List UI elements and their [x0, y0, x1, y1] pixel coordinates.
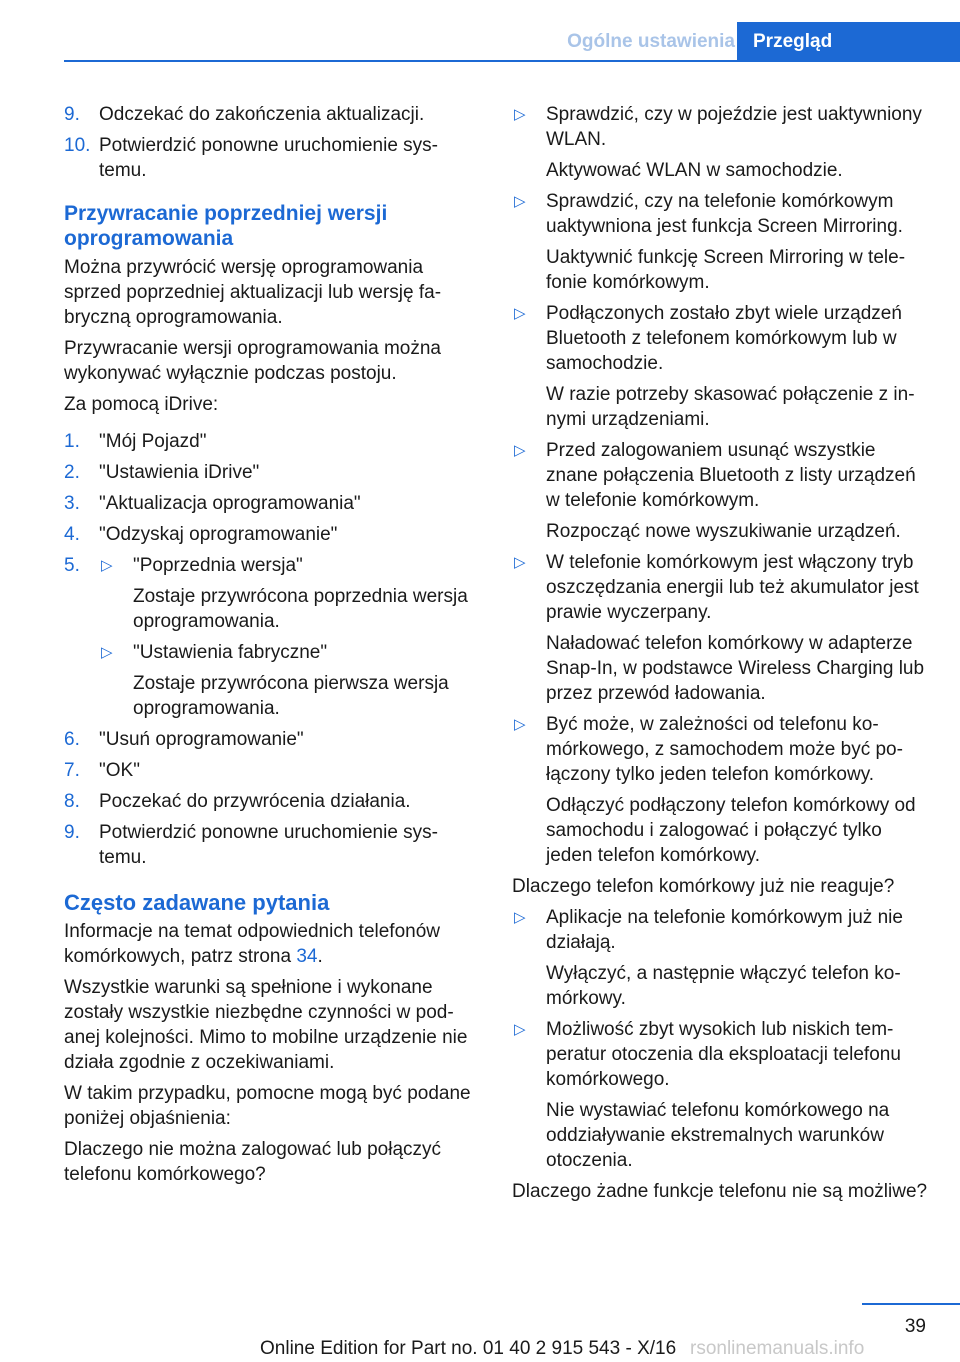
list-item — [64, 727, 476, 752]
list-item — [64, 491, 476, 516]
fix-text: Odłączyć podłączony telefon komórkowy od samochodu i zalogować i połączyć tylko jeden telefon komórkowy. — [546, 795, 916, 866]
step-number: 6. — [64, 729, 80, 750]
footer-rule — [862, 1303, 960, 1305]
triangle-right-icon: ▷ — [514, 106, 526, 123]
triangle-right-icon: ▷ — [514, 193, 526, 210]
header-rule — [64, 60, 960, 62]
right-column — [512, 102, 932, 1210]
triangle-right-icon: ▷ — [514, 716, 526, 733]
step-number: 5. — [64, 555, 80, 576]
fix-text: W razie potrzeby skasować połączenie z innymi urządzeniami. — [546, 384, 915, 430]
list-item — [64, 133, 476, 183]
step-number: 9. — [64, 104, 80, 125]
paragraph: W takim przypadku, pomocne mogą być podane poniżej objaśnienia: — [64, 1083, 471, 1129]
step-text: "OK" — [99, 760, 140, 781]
page-header — [0, 0, 960, 62]
step-text: "Ustawienia iDrive" — [99, 462, 260, 483]
cause-text: W telefonie komórkowym jest włączony tryb oszczędzania energii lub też akumulator jest prawie wyczerpany. — [546, 552, 919, 623]
chapter-tab: Przegląd — [737, 22, 960, 60]
fix-text: Rozpocząć nowe wyszukiwanie urządzeń. — [546, 521, 901, 542]
bullet-label: "Ustawienia fabryczne" — [133, 642, 328, 663]
triangle-right-icon: ▷ — [514, 1021, 526, 1038]
bullet-desc: Zostaje przywrócona poprzednia wersja oprogramowania. — [133, 586, 468, 632]
cause-bullet — [512, 102, 932, 152]
list-item — [64, 429, 476, 454]
cause-text: Przed zalogowaniem usunąć wszystkie znane połączenia Bluetooth z listy urządzeń w telefonie komórkowym. — [546, 440, 916, 511]
cause-text: Być może, w zależności od telefonu komórkowego, z samochodem może być połączony tylko jeden telefon komórkowy. — [546, 714, 903, 785]
step-text: "Aktualizacja oprogramowania" — [99, 493, 361, 514]
cause-text: Możliwość zbyt wysokich lub niskich temperatur otoczenia dla eksploatacji telefonu komórkowego. — [546, 1019, 901, 1090]
step-number: 7. — [64, 760, 80, 781]
cause-bullet — [512, 712, 932, 787]
triangle-right-icon: ▷ — [514, 442, 526, 459]
step-text: "Usuń oprogramowanie" — [99, 729, 304, 750]
cause-text: Podłączonych zostało zbyt wiele urządzeń Bluetooth z telefonem komórkowym lub w samochodzie. — [546, 303, 902, 374]
heading-faq: Często zadawane pytania — [64, 890, 330, 915]
watermark: rsonlinemanuals.info — [690, 1338, 865, 1359]
page-number: 39 — [904, 1316, 926, 1337]
paragraph-text: . — [317, 946, 323, 967]
triangle-right-icon: ▷ — [514, 305, 526, 322]
triangle-right-icon: ▷ — [101, 644, 113, 661]
cause-text: Sprawdzić, czy w pojeździe jest uaktywniony WLAN. — [546, 104, 922, 150]
step-number: 8. — [64, 791, 80, 812]
step-number: 1. — [64, 431, 80, 452]
list-item — [64, 102, 476, 127]
triangle-right-icon: ▷ — [101, 557, 113, 574]
paragraph: Dlaczego nie można zalogować lub połączyć telefonu komórkowego? — [64, 1139, 442, 1185]
sub-bullet — [99, 553, 476, 578]
step-number: 2. — [64, 462, 80, 483]
step-text: Poczekać do przywrócenia działania. — [99, 791, 411, 812]
list-item — [64, 820, 476, 870]
paragraph: Za pomocą iDrive: — [64, 394, 219, 415]
step-text: Odczekać do zakończenia aktualizacji. — [99, 104, 425, 125]
fix-text: Wyłączyć, a następnie włączyć telefon komórkowy. — [546, 963, 901, 1009]
question: Dlaczego żadne funkcje telefonu nie są możliwe? — [512, 1181, 928, 1202]
step-number: 10. — [64, 135, 91, 156]
question: Dlaczego telefon komórkowy już nie reaguje? — [512, 876, 895, 897]
list-item — [64, 758, 476, 783]
triangle-right-icon: ▷ — [514, 909, 526, 926]
step-text: "Odzyskaj oprogramowanie" — [99, 524, 338, 545]
list-item — [64, 789, 476, 814]
cause-bullet — [512, 438, 932, 513]
fix-text: Uaktywnić funkcję Screen Mirroring w telefonie komórkowym. — [546, 247, 906, 293]
cause-bullet — [512, 550, 932, 625]
paragraph: Można przywrócić wersję oprogramowania sprzed poprzedniej aktualizacji lub wersję fabryczną oprogramowania. — [64, 257, 442, 328]
heading-restore: Przywracanie poprzedniej wersji oprogramowania — [64, 202, 388, 250]
step-text: Potwierdzić ponowne uruchomienie systemu. — [99, 822, 438, 868]
paragraph — [64, 919, 476, 969]
cause-text: Sprawdzić, czy na telefonie komórkowym uaktywniona jest funkcja Screen Mirroring. — [546, 191, 903, 237]
step-number: 9. — [64, 822, 80, 843]
paragraph-text: Informacje na temat odpowiednich telefonów komórkowych, patrz strona — [64, 921, 441, 967]
fix-text: Nie wystawiać telefonu komórkowego na oddziaływanie ekstremalnych warunków otoczenia. — [546, 1100, 890, 1171]
step-number: 4. — [64, 524, 80, 545]
bullet-desc: Zostaje przywrócona pierwsza wersja oprogramowania. — [133, 673, 449, 719]
list-item — [64, 522, 476, 547]
cause-bullet — [512, 905, 932, 955]
step-text: Potwierdzić ponowne uruchomienie systemu. — [99, 135, 438, 181]
list-item — [64, 553, 476, 721]
step-text: "Mój Pojazd" — [99, 431, 207, 452]
cause-text: Aplikacje na telefonie komórkowym już nie działają. — [546, 907, 903, 953]
edition-text: Online Edition for Part no. 01 40 2 915 543 - X/16 — [260, 1338, 677, 1359]
bullet-label: "Poprzednia wersja" — [133, 555, 303, 576]
sub-bullet — [99, 640, 476, 665]
paragraph: Przywracanie wersji oprogramowania można wykonywać wyłącznie podczas postoju. — [64, 338, 441, 384]
cause-bullet — [512, 1017, 932, 1092]
cause-bullet — [512, 189, 932, 239]
fix-text: Naładować telefon komórkowy w adapterze Snap-In, w podstawce Wireless Charging lub przez przewód ładowania. — [546, 633, 925, 704]
fix-text: Aktywować WLAN w samochodzie. — [546, 160, 843, 181]
cause-bullet — [512, 301, 932, 376]
step-number: 3. — [64, 493, 80, 514]
section-title: Ogólne ustawienia — [567, 31, 735, 52]
page-link[interactable]: 34 — [296, 946, 318, 967]
left-column — [64, 102, 476, 1193]
paragraph: Wszystkie warunki są spełnione i wykonane zostały wszystkie niezbędne czynności w podanej kolejności. Mimo to mobilne urządzenie nie działa zgodnie z oczekiwaniami. — [64, 977, 468, 1073]
list-item — [64, 460, 476, 485]
triangle-right-icon: ▷ — [514, 554, 526, 571]
